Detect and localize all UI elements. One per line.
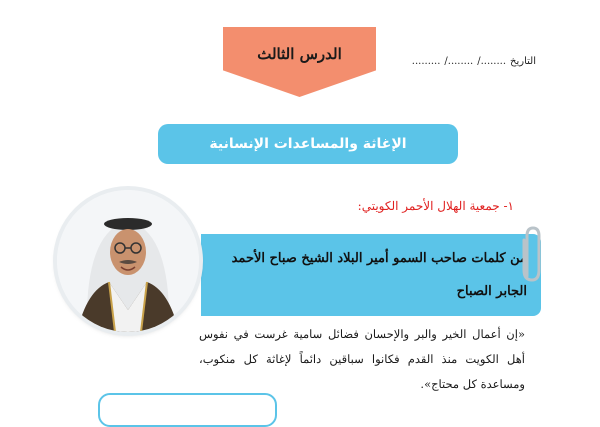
date-day-blank: ......../ [477, 56, 507, 67]
quote-banner [201, 234, 541, 316]
body-paragraph: «إن أعمال الخير والبر والإحسان فضائل سامية غرست في نفوس أهل الكويت منذ القدم فكانوا سباقين دائماً لإغاثة كل منكوب، ومساعدة كل محتاج». [199, 327, 525, 391]
paperclip-icon [518, 224, 546, 284]
portrait-illustration [57, 190, 199, 332]
date-label: التاريخ [510, 56, 536, 67]
lesson-title: الدرس الثالث [257, 45, 342, 63]
date-line [386, 56, 536, 67]
section-title-pill [158, 124, 458, 164]
next-section-box [98, 393, 277, 427]
subheading-red-crescent: ١- جمعية الهلال الأحمر الكويتي: [357, 199, 514, 213]
quote-banner-text: من كلمات صاحب السمو أمير البلاد الشيخ صباح الأحمد الجابر الصباح [231, 251, 527, 299]
date-month-blank: ......../ [444, 56, 474, 67]
portrait-photo [57, 190, 199, 332]
section-title: الإغاثة والمساعدات الإنسانية [209, 136, 407, 152]
date-year-blank: ......... [411, 56, 441, 67]
